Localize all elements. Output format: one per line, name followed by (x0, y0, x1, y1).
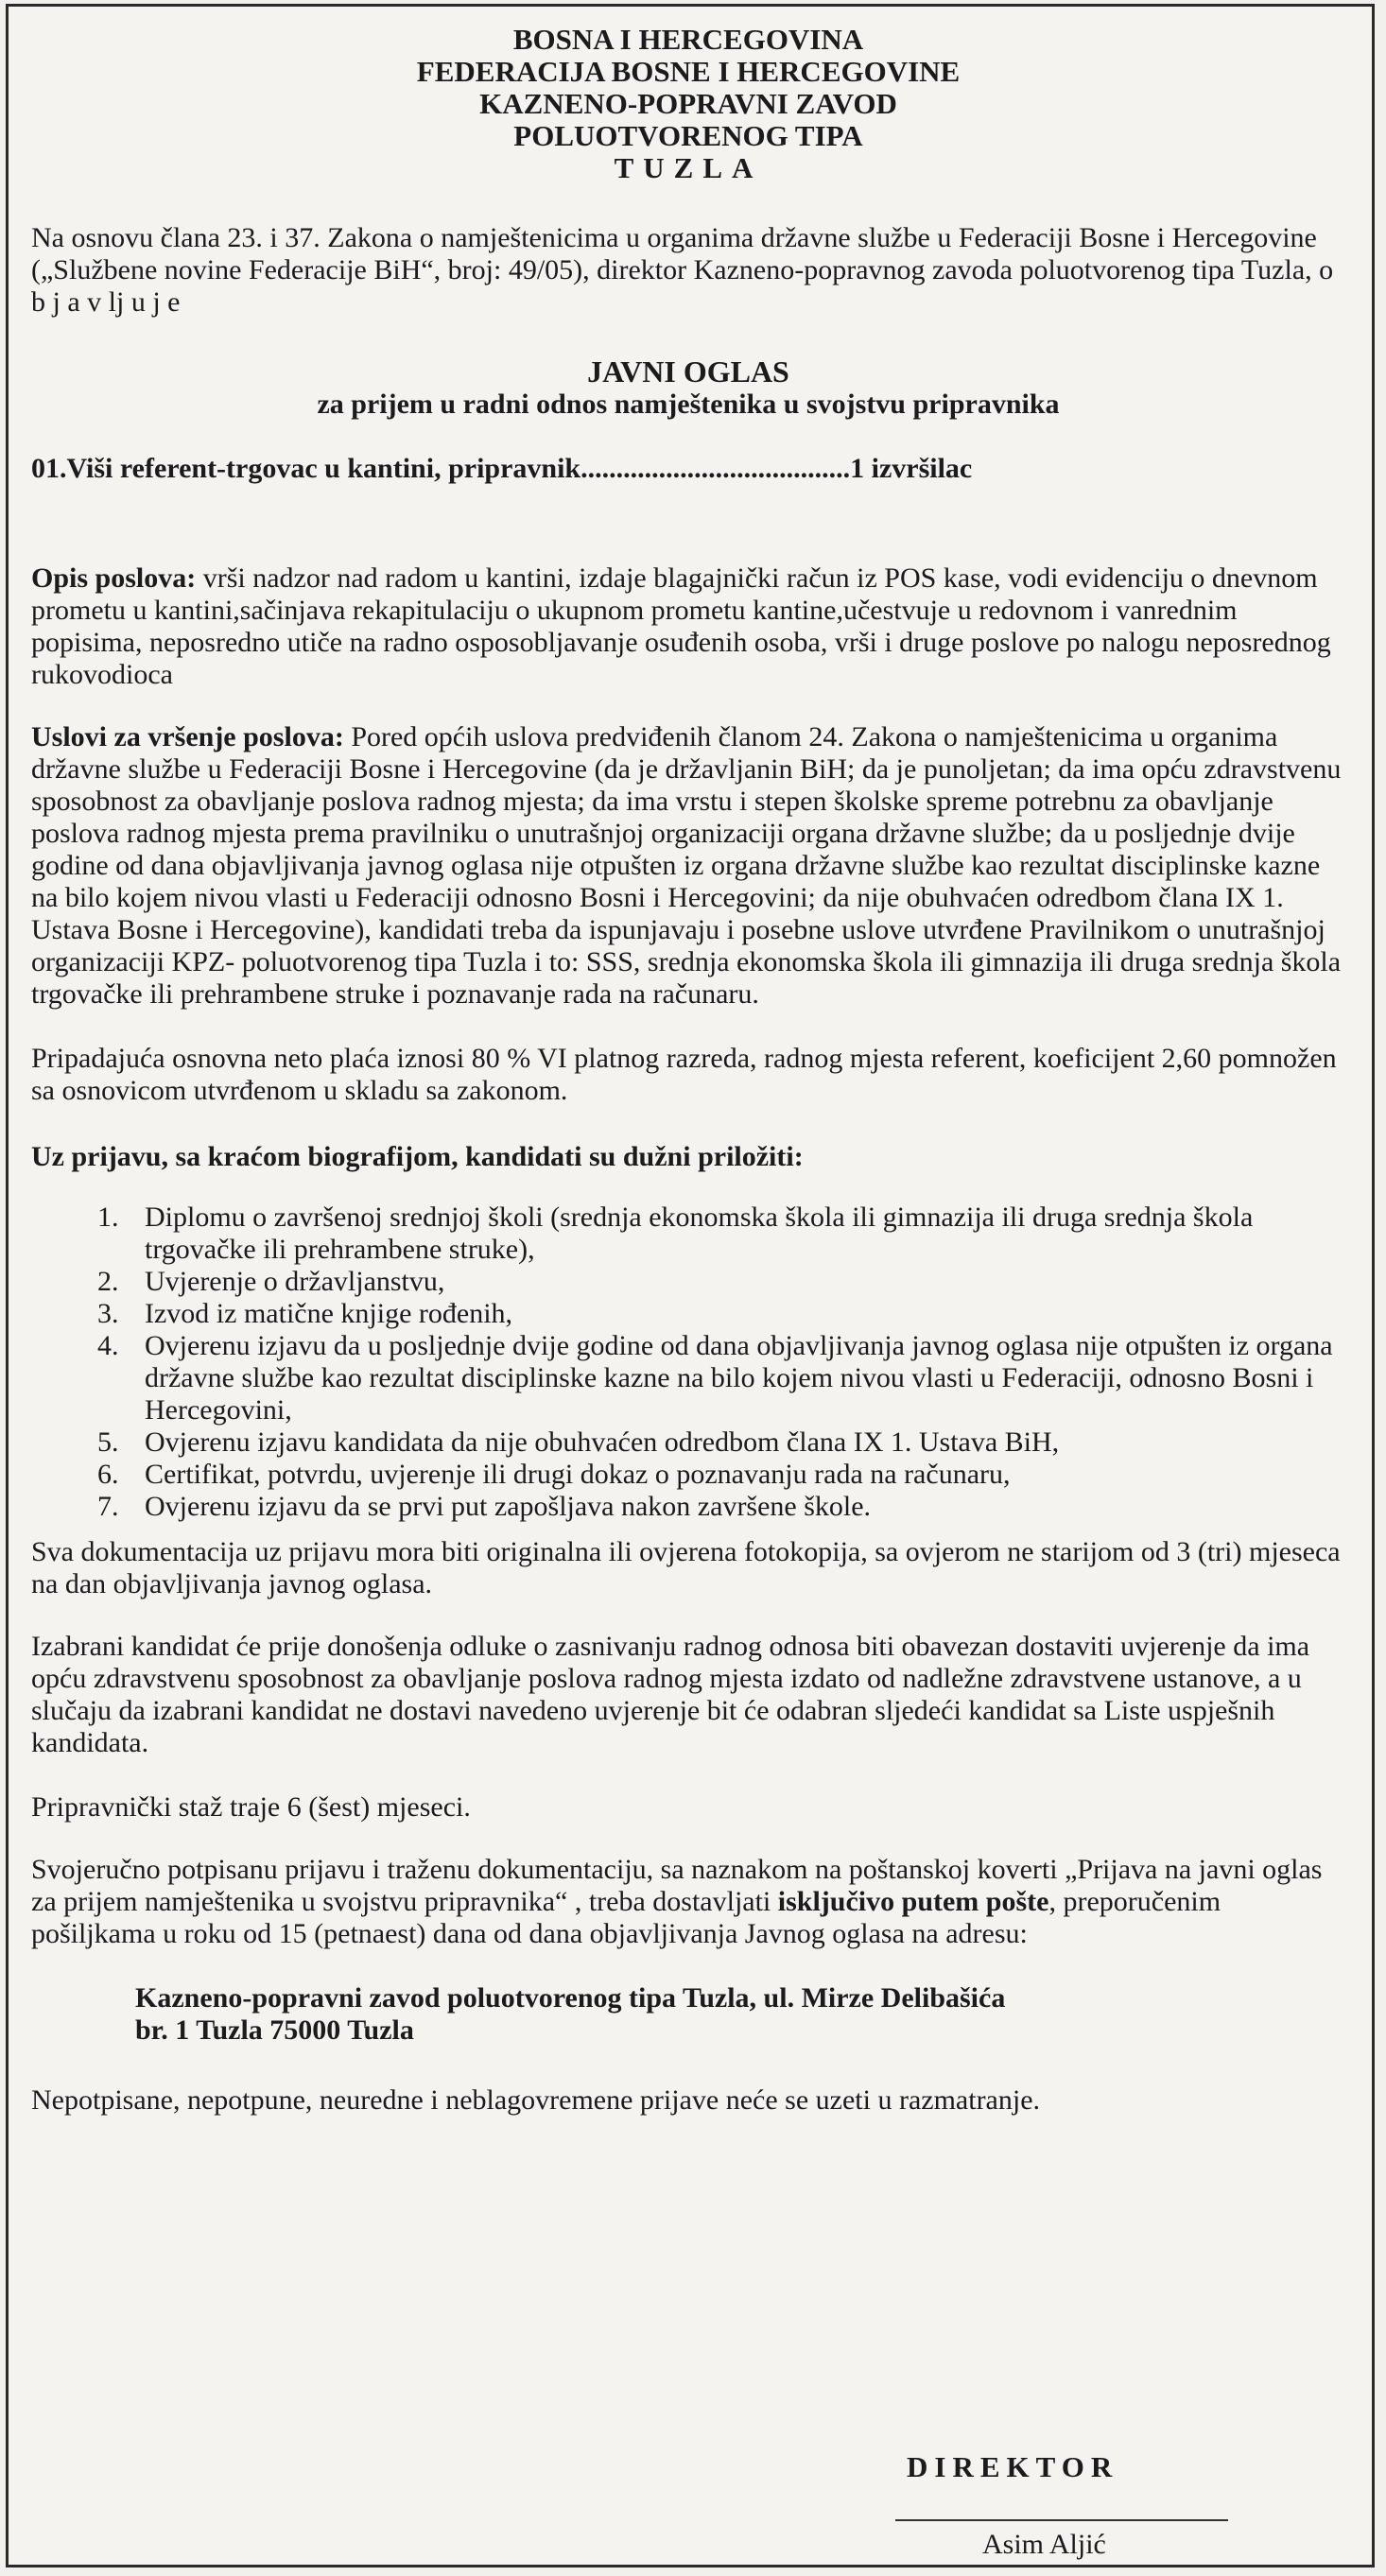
document-item (97, 1298, 1345, 1330)
document-number: 6. (97, 1459, 119, 1490)
document-text: Uvjerenje o državljanstvu, (145, 1266, 445, 1297)
announcement-page (6, 4, 1375, 2567)
document-item (97, 1426, 1345, 1459)
announcement-title: JAVNI OGLAS (587, 354, 789, 389)
job-description-label: Opis poslova: (31, 562, 197, 594)
header-country: BOSNA I HERCEGOVINA (512, 23, 864, 56)
header-institution: KAZNENO-POPRAVNI ZAVOD (479, 87, 897, 120)
document-item (97, 1459, 1345, 1491)
announcement-title-block (31, 354, 1345, 421)
document-item (97, 1330, 1345, 1426)
address-line-1: Kazneno-popravni zavod poluotvorenog tipa Tuzla, ul. Mirze Delibašića (135, 1982, 1006, 2014)
document-item (97, 1202, 1345, 1266)
requirements-label: Uslovi za vršenje poslova: (31, 721, 344, 752)
documentation-paragraph: Sva dokumentacija uz prijavu mora biti originalna ili ovjerena fotokopija, sa ovjerom ne starijom od 3 (tri) mjeseca na dan objavljivanja javnog oglasa. (31, 1536, 1341, 1599)
document-text: Ovjerenu izjavu da u posljednje dvije godine od dana objavljivanja javnog oglasa nije otpušten iz organa državne službe kao rezultat disciplinske kazne na bilo kojem nivou vlasti u Federaciji, odnosno Bosni i Hercegovini, (145, 1330, 1333, 1426)
documents-list (31, 1202, 1345, 1523)
document-text: Izvod iz matične knjige rođenih, (145, 1298, 513, 1329)
document-text: Ovjerenu izjavu da se prvi put zapošljava nakon završene škole. (145, 1491, 872, 1522)
requirements-text: Pored općih uslova predviđenih članom 24. Zakona o namještenicima u organima državne službe u Federaciji Bosne i Hercegovine (da je državljanin BiH; da je punoljetan; da ima opću zdravstvenu sposobnost za obavljanje poslova radnog mjesta; da ima vrstu i stepen školske spreme potrebnu za obavljanje poslova radnog mjesta prema pravilniku o unutrašnjoj organizaciji organa državne službe; da u posljednje dvije godine od dana objavljivanja javnog oglasa nije otpušten iz organa državne službe kao rezultat disciplinske kazne na bilo kojem nivou vlasti u Federaciji odnosno Bosni i Hercegovini; da nije obuhvaćen odredbom člana IX 1. Ustava Bosne i Hercegovine), kandidati treba da ispunjavaju i posebne uslove utvrđene Pravilnikom o unutrašnjoj organizaciji KPZ- poluotvorenog tipa Tuzla i to: SSS, srednja ekonomska škola ili gimnazija ili druga srednja škola trgovačke ili prehrambene struke i poznavanje rada na računaru. (31, 721, 1342, 1010)
internship-paragraph: Pripravnički staž traje 6 (šest) mjeseci. (31, 1791, 471, 1823)
submission-text-a: Svojeručno potpisanu prijavu i traženu dokumentaciju, sa naznakom na poštanskoj koverti „Prijava na javni oglas za prijem namještenika u svojstvu pripravnika“ , treba dostavljati (31, 1854, 1323, 1917)
documents-heading: Uz prijavu, sa kraćom biografijom, kandidati su dužni priložiti: (31, 1141, 804, 1172)
director-title: DIREKTOR (907, 2450, 1119, 2483)
address-line-2: br. 1 Tuzla 75000 Tuzla (135, 2014, 414, 2046)
requirements (31, 721, 1345, 1011)
position-line: 01.Viši referent-trgovac u kantini, pripravnik......................................1 izvršilac (31, 453, 973, 484)
document-number: 3. (97, 1298, 119, 1329)
header-city: TUZLA (614, 151, 763, 184)
header-type: POLUOTVORENOG TIPA (513, 119, 863, 152)
selected-candidate-paragraph: Izabrani kandidat će prije donošenja odluke o zasnivanju radnog odnosa biti obavezan dostaviti uvjerenje da ima opću zdravstvenu sposobnost za obavljanje poslova radnog mjesta izdato od nadležne zdravstvene ustanove, a u slučaju da izabrani kandidat ne dostavi navedeno uvjerenje bit će odabran sljedeći kandidat sa Liste uspješnih kandidata. (31, 1631, 1310, 1758)
salary-paragraph: Pripadajuća osnovna neto plaća iznosi 80 % VI platnog razreda, radnog mjesta referent, koeficijent 2,60 pomnožen sa osnovicom utvrđenom u skladu sa zakonom. (31, 1043, 1337, 1106)
intro-paragraph: Na osnovu člana 23. i 37. Zakona o namještenicima u organima državne službe u Federaciji Bosne i Hercegovine („Službene novine Federacije BiH“, broj: 49/05), direktor Kazneno-popravnog zavoda poluotvorenog tipa Tuzla, o b j a v lj u j e (31, 222, 1334, 318)
document-text: Diplomu o završenoj srednjoj školi (srednja ekonomska škola ili gimnazija ili druga srednja škola trgovačke ili prehrambene struke), (145, 1202, 1254, 1265)
document-number: 2. (97, 1266, 119, 1297)
header-federation: FEDERACIJA BOSNE I HERCEGOVINE (416, 55, 961, 88)
document-item (97, 1491, 1345, 1523)
document-text: Certifikat, potvrdu, uvjerenje ili drugi dokaz o poznavanju rada na računaru, (145, 1459, 1011, 1490)
document-number: 1. (97, 1202, 119, 1233)
submission-emphasis: isključivo putem pošte (777, 1886, 1049, 1917)
job-description-text: vrši nadzor nad radom u kantini, izdaje blagajnički račun iz POS kase, vodi evidenciju o dnevnom prometu u kantini,sačinjava rekapitulaciju o ukupnom prometu kantine,učestvuje u redovnom i vanrednim popisima, neposredno utiče na radno osposobljavanje osuđenih osoba, vrši i druge poslove po nalogu neposrednog rukovodioca (31, 562, 1331, 690)
document-number: 7. (97, 1491, 119, 1522)
institution-header (31, 24, 1345, 184)
director-name: Asim Aljić (982, 2529, 1106, 2560)
submission-text-b: , preporučenim pošiljkama u roku od 15 (petnaest) dana od dana objavljivanja Javnog oglasa na adresu: (31, 1886, 1221, 1949)
postal-address (135, 1982, 1345, 2047)
document-text: Ovjerenu izjavu kandidata da nije obuhvaćen odredbom člana IX 1. Ustava BiH, (145, 1426, 1060, 1458)
document-item (97, 1266, 1345, 1298)
incomplete-applications-note: Nepotpisane, nepotpune, neuredne i neblagovremene prijave neće se uzeti u razmatranje. (31, 2084, 1041, 2116)
signature-line (895, 2519, 1228, 2521)
announcement-subtitle: za prijem u radni odnos namještenika u svojstvu pripravnika (317, 389, 1060, 420)
document-number: 4. (97, 1330, 119, 1361)
submission-paragraph (31, 1854, 1345, 1950)
document-number: 5. (97, 1426, 119, 1458)
announcement-content (31, 24, 1345, 2117)
job-description (31, 562, 1345, 691)
